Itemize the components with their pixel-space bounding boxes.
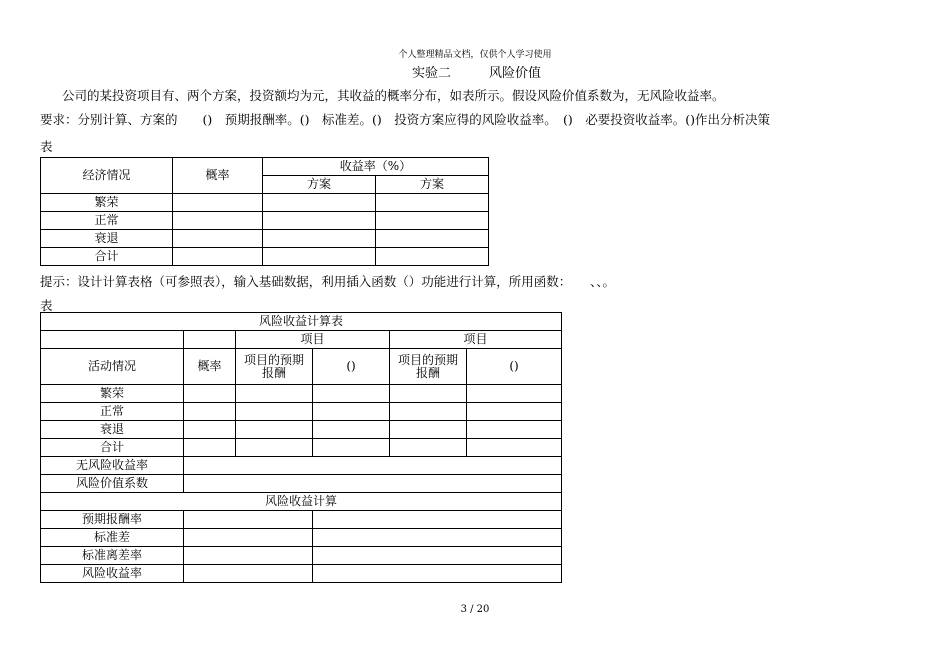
table-row [41, 212, 489, 230]
section-risk-calc: 风险收益计算 [41, 493, 562, 511]
cell[interactable] [467, 403, 562, 421]
table-row [41, 547, 562, 565]
header-activity: 活动情况 [41, 349, 184, 385]
header-expected-return-a: 项目的预期报酬 [236, 349, 313, 385]
cell[interactable] [184, 529, 313, 547]
requirements-paragraph: 要求：分别计算、方案的 () 预期报酬率。() 标准差。() 投资方案应得的风险收益率。 () 必要投资收益率。()作出分析决策 [40, 112, 771, 127]
row-label: 正常 [41, 403, 184, 421]
cell[interactable] [173, 194, 263, 212]
cell[interactable] [376, 194, 489, 212]
header-paren-b: () [467, 349, 562, 385]
header-probability: 概率 [173, 158, 263, 194]
cell[interactable] [313, 565, 562, 583]
cell[interactable] [263, 230, 376, 248]
row-label-risk-coef: 风险价值系数 [41, 475, 184, 493]
header-return-rate: 收益率（%） [263, 158, 489, 176]
cell[interactable] [184, 511, 313, 529]
header-economic-state: 经济情况 [41, 158, 173, 194]
cell[interactable] [184, 565, 313, 583]
cell[interactable] [390, 421, 467, 439]
header-paren-a: () [313, 349, 390, 385]
cell[interactable] [184, 457, 562, 475]
row-label: 正常 [41, 212, 173, 230]
cell[interactable] [313, 421, 390, 439]
cell[interactable] [313, 529, 562, 547]
row-label: 繁荣 [41, 194, 173, 212]
cell[interactable] [376, 212, 489, 230]
row-label: 合计 [41, 439, 184, 457]
table-row [41, 529, 562, 547]
row-label-riskfree: 无风险收益率 [41, 457, 184, 475]
table2-label: 表 [40, 298, 53, 313]
cell[interactable] [313, 403, 390, 421]
table-row [41, 385, 562, 403]
cell [41, 331, 184, 349]
cell[interactable] [263, 212, 376, 230]
table-row [41, 511, 562, 529]
cell[interactable] [236, 439, 313, 457]
cell[interactable] [173, 230, 263, 248]
cell[interactable] [376, 230, 489, 248]
cell[interactable] [184, 385, 236, 403]
table-row [41, 194, 489, 212]
cell[interactable] [263, 248, 376, 266]
risk-return-table [40, 312, 562, 583]
header-note: 个人整理精品文档，仅供个人学习使用 [398, 50, 552, 60]
cell[interactable] [184, 475, 562, 493]
cell[interactable] [173, 212, 263, 230]
page-number: 3 / 20 [460, 604, 490, 615]
cell[interactable] [313, 439, 390, 457]
cell[interactable] [263, 194, 376, 212]
cell[interactable] [390, 385, 467, 403]
intro-paragraph: 公司的某投资项目有、两个方案，投资额均为元，其收益的概率分布，如表所示。假设风险价值系数为，无风险收益率。 [62, 88, 725, 103]
table-row [41, 230, 489, 248]
row-label: 标准离差率 [41, 547, 184, 565]
cell[interactable] [236, 385, 313, 403]
cell[interactable] [236, 403, 313, 421]
cell[interactable] [467, 385, 562, 403]
table2-title: 风险收益计算表 [41, 313, 562, 331]
header-plan-b: 方案 [376, 176, 489, 194]
table-row [41, 439, 562, 457]
title-part1: 实验二 [412, 66, 452, 81]
row-label: 合计 [41, 248, 173, 266]
row-label: 风险收益率 [41, 565, 184, 583]
cell[interactable] [184, 403, 236, 421]
cell[interactable] [173, 248, 263, 266]
cell[interactable] [390, 439, 467, 457]
table-row [41, 421, 562, 439]
header-project-a: 项目 [236, 331, 390, 349]
row-label: 繁荣 [41, 385, 184, 403]
header-expected-return-b: 项目的预期报酬 [390, 349, 467, 385]
cell[interactable] [184, 421, 236, 439]
document-title [412, 62, 541, 81]
cell[interactable] [184, 547, 313, 565]
cell[interactable] [313, 547, 562, 565]
cell[interactable] [376, 248, 489, 266]
header-project-b: 项目 [390, 331, 562, 349]
table-row [41, 457, 562, 475]
cell[interactable] [390, 403, 467, 421]
table1-label: 表 [40, 139, 53, 154]
table-row [41, 403, 562, 421]
header-probability: 概率 [184, 349, 236, 385]
cell[interactable] [184, 439, 236, 457]
cell [184, 331, 236, 349]
row-label: 预期报酬率 [41, 511, 184, 529]
table-row [41, 248, 489, 266]
table-row [41, 475, 562, 493]
table-row [41, 565, 562, 583]
probability-table [40, 157, 489, 266]
row-label: 标准差 [41, 529, 184, 547]
title-part2: 风险价值 [489, 66, 542, 81]
cell[interactable] [467, 421, 562, 439]
cell[interactable] [313, 385, 390, 403]
header-plan-a: 方案 [263, 176, 376, 194]
row-label: 衰退 [41, 421, 184, 439]
cell[interactable] [313, 511, 562, 529]
cell[interactable] [467, 439, 562, 457]
row-label: 衰退 [41, 230, 173, 248]
hint-paragraph: 提示：设计计算表格（可参照表），输入基础数据，利用插入函数（）功能进行计算，所用函数： 、、。 [40, 274, 616, 289]
cell[interactable] [236, 421, 313, 439]
